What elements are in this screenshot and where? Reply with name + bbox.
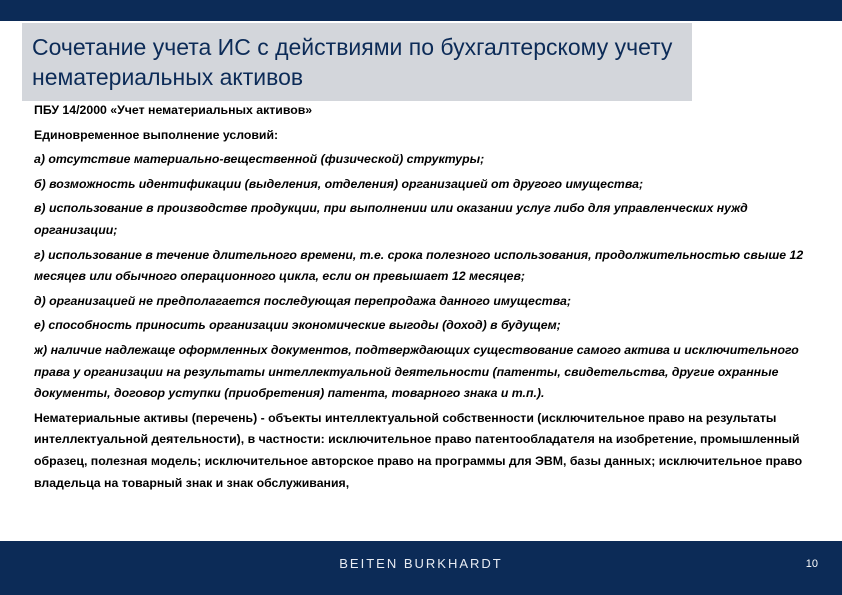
footer-bar [0,541,842,595]
condition-d: г) использование в течение длительного времени, т.е. срока полезного использования, продолжительностью свыше 12 месяцев или обычного операционного цикла, если он превышает 12 месяцев; [34,247,804,284]
slide-body [34,100,814,542]
condition-c: в) использование в производстве продукции, при выполнении или оказании услуг либо для управленческих нужд организации; [34,201,748,237]
conditions-intro: Единовременное выполнение условий: [34,127,279,142]
top-bar [0,0,842,21]
condition-e: д) организацией не предполагается последующая перепродажа данного имущества; [34,293,571,308]
condition-b: б) возможность идентификации (выделения, отделения) организацией от другого имущества; [34,176,644,191]
standard-reference: ПБУ 14/2000 «Учет нематериальных активов» [34,103,313,117]
condition-g: ж) наличие надлежаще оформленных документов, подтверждающих существование самого актива и исключительного права у организации на результаты интеллектуальной деятельности (патенты, свидетельства, другие охранные документы, договор уступки (приобретения) патента, товарного знака и т.п.). [34,342,799,401]
brand-logo: BEITEN BURKHARDT [339,556,503,571]
intangible-assets-list: Нематериальные активы (перечень) - объекты интеллектуальной собственности (исключительное право на результаты интеллектуальной деятельности), в частности: исключительное право патентообладателя на изобретение, промышленный образец, полезная модель; исключительное авторское право на программы для ЭВМ, базы данных; исключительное право владельца на товарный знак и знак обслуживания, [34,410,803,490]
condition-f: е) способность приносить организации экономические выгоды (доход) в будущем; [34,318,561,333]
condition-a: а) отсутствие материально-вещественной (физической) структуры; [34,152,485,167]
page-number: 10 [805,558,818,570]
slide-title: Сочетание учета ИС с действиями по бухгалтерскому учету нематериальных активов [32,34,673,90]
